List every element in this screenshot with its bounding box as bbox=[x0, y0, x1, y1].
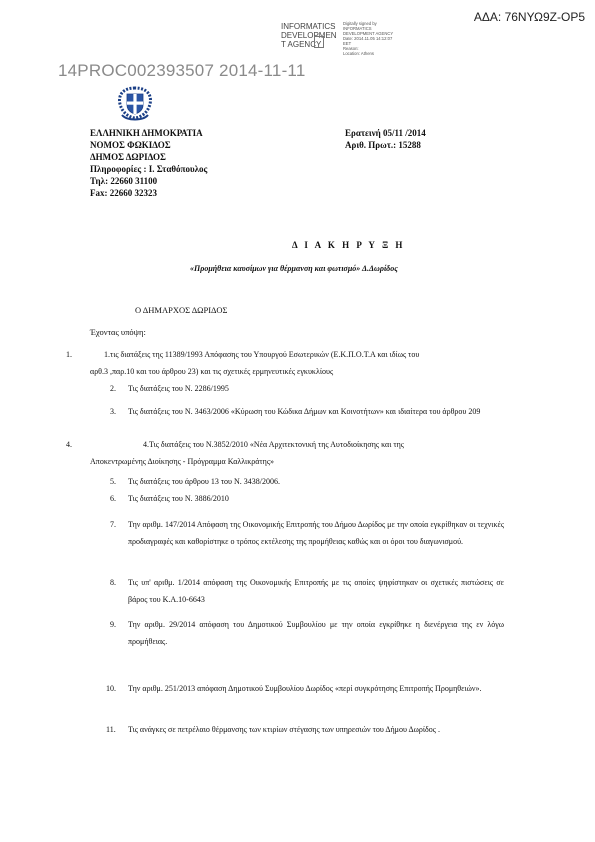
sender-tel: Τηλ: 22660 31100 bbox=[90, 176, 158, 186]
signature-detail-line: Date: 2014.11.05 14:12:07 bbox=[343, 36, 393, 41]
list-item-number: 8. bbox=[110, 578, 116, 587]
sender-country: ΕΛΛΗΝΙΚΗ ΔΗΜΟΚΡΑΤΙΑ bbox=[90, 128, 203, 138]
signer-organization: INFORMATICS DEVELOPMEN T AGENCY bbox=[281, 22, 337, 49]
greek-emblem-icon bbox=[112, 82, 158, 131]
list-item-text: Τις υπ' αριθμ. 1/2014 απόφαση της Οικονομικής Επιτροπής με τις οποίες ψηφίστηκαν οι σχετικές πιστώσεις σε βάρος του Κ.Α.10-6643 bbox=[128, 578, 504, 604]
sender-info: Πληροφορίες : Ι. Σταθόπουλος bbox=[90, 164, 208, 174]
list-item-text: Αποκεντρωμένης Διοίκησης - Πρόγραμμα Καλλικράτης» bbox=[90, 457, 274, 466]
signature-detail-line: INFORMATICS bbox=[343, 26, 372, 31]
list-item-text: Την αριθμ. 251/2013 απόφαση Δημοτικού Συμβουλίου Δωρίδος «περί συγκρότησης Επιτροπής Προμηθειών». bbox=[128, 684, 482, 693]
intro-text: Έχοντας υπόψη: bbox=[90, 327, 146, 337]
list-item-text: αρθ.3 ,παρ.10 και του άρθρου 23) και τις σχετικές ερμηνευτικές εγκυκλίους bbox=[90, 367, 334, 376]
list-item-number: 5. bbox=[110, 477, 116, 486]
doc-meta bbox=[345, 127, 426, 151]
list-item-number: 6. bbox=[110, 494, 116, 503]
sender-fax: Fax: 22660 32323 bbox=[90, 188, 157, 198]
list-item-text: Την αριθμ. 29/2014 απόφαση του Δημοτικού Συμβουλίου με την οποία εγκρίθηκε η διενέργεια της εν λόγω προμήθειας. bbox=[128, 620, 504, 646]
list-item-number: 9. bbox=[110, 620, 116, 629]
list-item-text: Τις διατάξεις του Ν. 3463/2006 «Κύρωση του Κώδικα Δήμων και Κοινοτήτων» και ιδιαίτερα του άρθρου 209 bbox=[128, 407, 481, 416]
list-item-outer-number: 4. bbox=[66, 440, 72, 449]
ada-code: ΑΔΑ: 76ΝΥΩ9Ζ-ΟΡ5 bbox=[473, 10, 585, 24]
list-item-text: 4.Τις διατάξεις του Ν.3852/2010 «Νέα Αρχιτεκτονική της Αυτοδιοίκησης και της bbox=[143, 440, 404, 449]
signature-details bbox=[343, 21, 393, 56]
list-item-number: 2. bbox=[110, 384, 116, 393]
list-item-text: Την αριθμ. 147/2014 Απόφαση της Οικονομικής Επιτροπής του Δήμου Δωρίδος με την οποία εγκρίθηκαν οι τεχνικές προδιαγραφές και καθορίστηκε ο τρόπος εκτέλεσης της προμήθειας καθώς και οι όροι του διαγωνισμού. bbox=[128, 520, 504, 546]
list-item-outer-number: 1. bbox=[66, 350, 72, 359]
signature-detail-line: Digitally signed by bbox=[343, 21, 377, 26]
sender-municipality: ΔΗΜΟΣ ΔΩΡΙΔΟΣ bbox=[90, 152, 166, 162]
list-item-text: 1.τις διατάξεις της 11389/1993 Απόφασης του Υπουργού Εσωτερικών (Ε.Κ.Π.Ο.Τ.Α και ιδίως του bbox=[104, 350, 420, 359]
sender-prefecture: ΝΟΜΟΣ ΦΩΚΙΔΟΣ bbox=[90, 140, 171, 150]
signature-detail-line: Location: Athens bbox=[343, 51, 374, 56]
list-item-text: Τις διατάξεις του Ν. 3886/2010 bbox=[128, 494, 229, 503]
sender-block bbox=[90, 127, 207, 199]
signature-mark-icon bbox=[314, 36, 324, 48]
document-subject: «Προμήθεια καυσίμων για θέρμανση και φωτισμό» Δ.Δωρίδος bbox=[190, 264, 398, 273]
doc-date: Ερατεινή 05/11 /2014 bbox=[345, 128, 426, 138]
list-item-number: 3. bbox=[110, 407, 116, 416]
signature-detail-line: DEVELOPMENT AGENCY bbox=[343, 31, 394, 36]
list-item-text: Τις διατάξεις του άρθρου 13 του Ν. 3438/2006. bbox=[128, 477, 281, 486]
list-item-number: 11. bbox=[106, 725, 116, 734]
doc-protocol: Αριθ. Πρωτ.: 15288 bbox=[345, 140, 421, 150]
signature-detail-line: Reason: bbox=[343, 46, 359, 51]
list-item-number: 7. bbox=[110, 520, 116, 529]
mayor-heading: Ο ΔΗΜΑΡΧΟΣ ΔΩΡΙΔΟΣ bbox=[135, 305, 228, 315]
list-item-number: 10. bbox=[106, 684, 116, 693]
document-title: Δ Ι Α Κ Η Ρ Υ Ξ Η bbox=[292, 240, 405, 250]
proc-id-watermark: 14PROC002393507 2014-11-11 bbox=[58, 61, 306, 80]
signature-detail-line: EET bbox=[343, 41, 352, 46]
list-item-text: Τις διατάξεις του Ν. 2286/1995 bbox=[128, 384, 229, 393]
list-item-text: Τις ανάγκες σε πετρέλαιο θέρμανσης των κτιρίων στέγασης των υπηρεσιών του Δήμου Δωρίδος . bbox=[128, 725, 440, 734]
